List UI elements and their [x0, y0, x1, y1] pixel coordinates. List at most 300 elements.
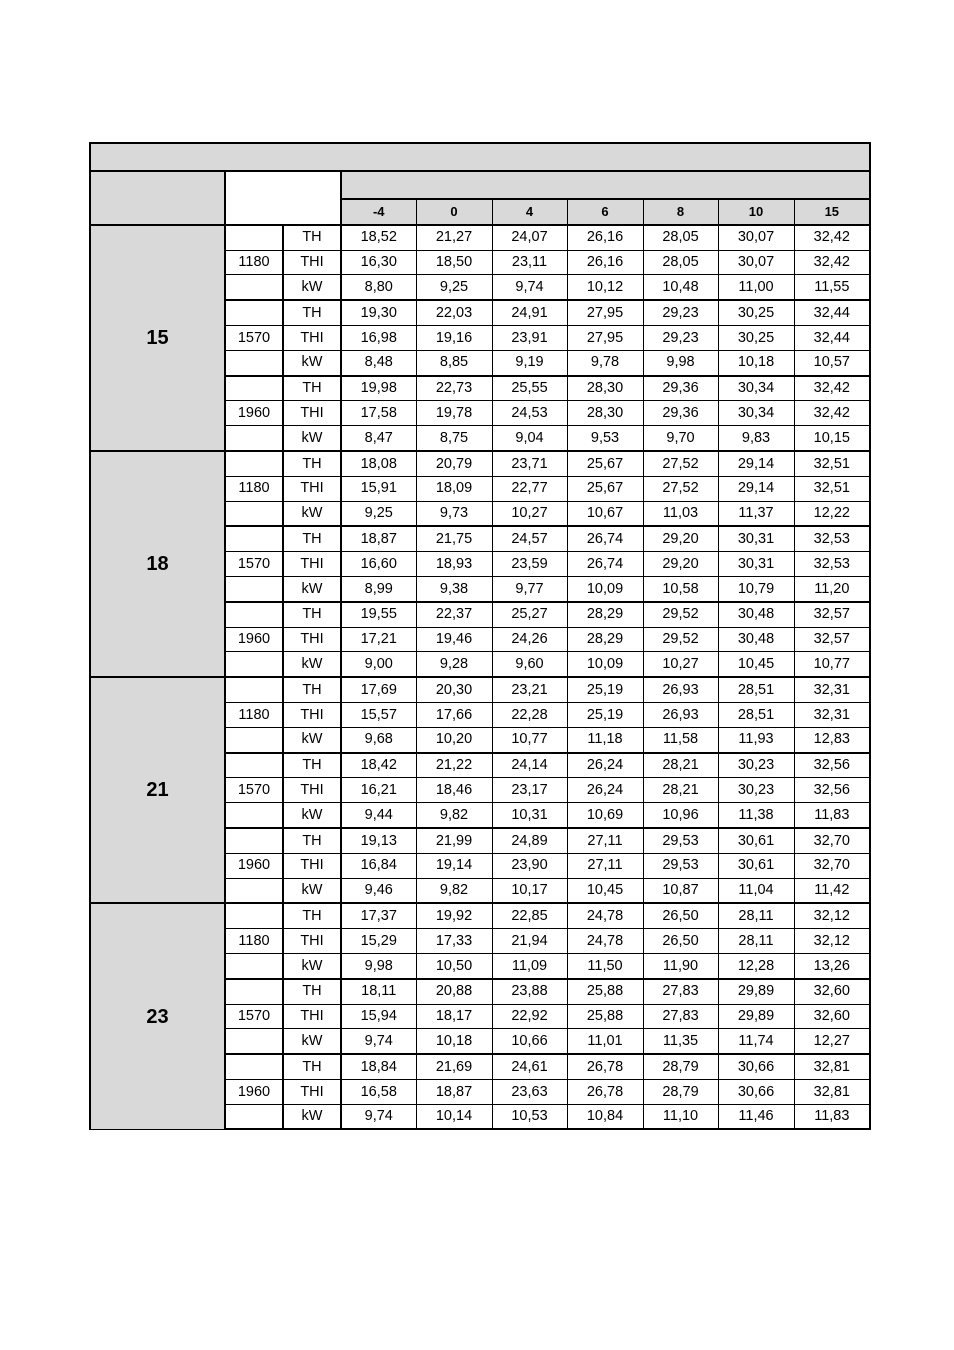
- value-cell: 10,09: [567, 652, 643, 677]
- value-cell: 8,47: [341, 426, 416, 451]
- value-cell: 32,53: [794, 526, 870, 551]
- value-cell: 11,46: [718, 1104, 794, 1129]
- table-body: [90, 143, 870, 1129]
- value-cell: 28,29: [567, 602, 643, 627]
- value-cell: 10,77: [794, 652, 870, 677]
- value-cell: 11,04: [718, 878, 794, 903]
- value-cell: 28,21: [643, 753, 718, 778]
- value-cell: 8,80: [341, 275, 416, 300]
- value-cell: 26,93: [643, 702, 718, 727]
- value-cell: 10,87: [643, 878, 718, 903]
- value-cell: 11,74: [718, 1029, 794, 1054]
- speed-label: [225, 979, 283, 1004]
- value-cell: 19,92: [416, 903, 492, 928]
- value-cell: 11,83: [794, 1104, 870, 1129]
- value-cell: 11,50: [567, 953, 643, 978]
- value-cell: 28,79: [643, 1054, 718, 1079]
- value-cell: 10,48: [643, 275, 718, 300]
- value-cell: 10,27: [643, 652, 718, 677]
- value-cell: 23,17: [492, 778, 567, 803]
- row-type-label: THI: [283, 627, 341, 652]
- row-type-label: kW: [283, 727, 341, 752]
- row-type-label: TH: [283, 225, 341, 250]
- value-cell: 24,91: [492, 300, 567, 325]
- value-cell: 29,89: [718, 979, 794, 1004]
- value-cell: 23,59: [492, 552, 567, 577]
- value-cell: 25,88: [567, 1004, 643, 1029]
- value-cell: 8,48: [341, 350, 416, 375]
- value-cell: 30,66: [718, 1079, 794, 1104]
- value-cell: 27,95: [567, 300, 643, 325]
- value-cell: 10,66: [492, 1029, 567, 1054]
- table-row: [90, 677, 870, 702]
- value-cell: 27,52: [643, 451, 718, 476]
- value-cell: 28,05: [643, 250, 718, 275]
- table-row: [90, 903, 870, 928]
- value-cell: 27,52: [643, 476, 718, 501]
- value-cell: 16,84: [341, 853, 416, 878]
- speed-label: 1960: [225, 853, 283, 878]
- value-cell: 9,78: [567, 350, 643, 375]
- value-cell: 26,93: [643, 677, 718, 702]
- value-cell: 26,78: [567, 1079, 643, 1104]
- value-cell: 13,26: [794, 953, 870, 978]
- row-type-label: TH: [283, 677, 341, 702]
- value-cell: 23,71: [492, 451, 567, 476]
- value-cell: 15,91: [341, 476, 416, 501]
- column-header: 6: [567, 199, 643, 225]
- value-cell: 18,52: [341, 225, 416, 250]
- row-type-label: TH: [283, 376, 341, 401]
- speed-label: [225, 803, 283, 828]
- value-cell: 29,20: [643, 552, 718, 577]
- speed-label: [225, 953, 283, 978]
- value-cell: 26,16: [567, 250, 643, 275]
- value-cell: 32,51: [794, 476, 870, 501]
- speed-label: [225, 376, 283, 401]
- value-cell: 18,93: [416, 552, 492, 577]
- value-cell: 32,42: [794, 401, 870, 426]
- value-cell: 10,18: [416, 1029, 492, 1054]
- speed-label: 1180: [225, 929, 283, 954]
- value-cell: 9,83: [718, 426, 794, 451]
- value-cell: 28,21: [643, 778, 718, 803]
- group-label: 23: [90, 903, 225, 1129]
- column-header: -4: [341, 199, 416, 225]
- value-cell: 18,87: [416, 1079, 492, 1104]
- value-cell: 18,50: [416, 250, 492, 275]
- column-header: 8: [643, 199, 718, 225]
- value-cell: 9,77: [492, 576, 567, 601]
- value-cell: 11,93: [718, 727, 794, 752]
- row-type-label: TH: [283, 753, 341, 778]
- value-cell: 10,45: [567, 878, 643, 903]
- value-cell: 9,82: [416, 878, 492, 903]
- value-cell: 32,60: [794, 979, 870, 1004]
- value-cell: 25,27: [492, 602, 567, 627]
- speed-label: 1180: [225, 702, 283, 727]
- value-cell: 26,16: [567, 225, 643, 250]
- row-type-label: kW: [283, 275, 341, 300]
- value-cell: 10,69: [567, 803, 643, 828]
- value-cell: 9,53: [567, 426, 643, 451]
- value-cell: 11,35: [643, 1029, 718, 1054]
- speed-label: 1180: [225, 476, 283, 501]
- performance-table: [89, 142, 871, 1130]
- value-cell: 11,38: [718, 803, 794, 828]
- value-cell: 11,42: [794, 878, 870, 903]
- value-cell: 32,81: [794, 1079, 870, 1104]
- value-cell: 10,18: [718, 350, 794, 375]
- value-cell: 22,03: [416, 300, 492, 325]
- value-cell: 29,53: [643, 853, 718, 878]
- speed-label: 1960: [225, 1079, 283, 1104]
- value-cell: 9,00: [341, 652, 416, 677]
- value-cell: 21,69: [416, 1054, 492, 1079]
- value-cell: 32,60: [794, 1004, 870, 1029]
- value-cell: 18,08: [341, 451, 416, 476]
- speed-label: [225, 576, 283, 601]
- value-cell: 10,50: [416, 953, 492, 978]
- value-cell: 9,38: [416, 576, 492, 601]
- value-cell: 10,67: [567, 501, 643, 526]
- table-row: [90, 225, 870, 250]
- value-cell: 30,07: [718, 225, 794, 250]
- speed-label: [225, 275, 283, 300]
- value-cell: 24,89: [492, 828, 567, 853]
- value-cell: 10,14: [416, 1104, 492, 1129]
- value-cell: 24,07: [492, 225, 567, 250]
- row-type-label: TH: [283, 979, 341, 1004]
- value-cell: 21,94: [492, 929, 567, 954]
- value-cell: 10,45: [718, 652, 794, 677]
- value-cell: 30,25: [718, 325, 794, 350]
- value-cell: 9,70: [643, 426, 718, 451]
- header-row-top: [90, 171, 870, 199]
- row-type-label: THI: [283, 476, 341, 501]
- row-type-label: TH: [283, 903, 341, 928]
- value-cell: 32,44: [794, 325, 870, 350]
- value-cell: 27,11: [567, 853, 643, 878]
- speed-label: [225, 225, 283, 250]
- value-cell: 20,30: [416, 677, 492, 702]
- value-cell: 10,96: [643, 803, 718, 828]
- value-cell: 16,30: [341, 250, 416, 275]
- value-cell: 18,17: [416, 1004, 492, 1029]
- value-cell: 9,28: [416, 652, 492, 677]
- value-cell: 32,81: [794, 1054, 870, 1079]
- value-cell: 20,88: [416, 979, 492, 1004]
- value-cell: 11,20: [794, 576, 870, 601]
- value-cell: 32,57: [794, 602, 870, 627]
- group-label: 15: [90, 225, 225, 451]
- speed-label: [225, 602, 283, 627]
- value-cell: 18,11: [341, 979, 416, 1004]
- value-cell: 25,67: [567, 451, 643, 476]
- value-cell: 30,23: [718, 753, 794, 778]
- row-type-label: kW: [283, 803, 341, 828]
- speed-label: [225, 1054, 283, 1079]
- row-type-label: THI: [283, 552, 341, 577]
- value-cell: 30,23: [718, 778, 794, 803]
- row-type-label: kW: [283, 576, 341, 601]
- value-cell: 29,20: [643, 526, 718, 551]
- value-cell: 22,77: [492, 476, 567, 501]
- value-cell: 29,14: [718, 451, 794, 476]
- value-cell: 9,25: [341, 501, 416, 526]
- value-cell: 29,52: [643, 627, 718, 652]
- row-type-label: THI: [283, 853, 341, 878]
- value-cell: 9,73: [416, 501, 492, 526]
- value-cell: 8,85: [416, 350, 492, 375]
- value-cell: 24,26: [492, 627, 567, 652]
- row-type-label: TH: [283, 1054, 341, 1079]
- row-type-label: TH: [283, 526, 341, 551]
- row-type-label: kW: [283, 878, 341, 903]
- value-cell: 27,83: [643, 1004, 718, 1029]
- row-type-label: THI: [283, 1004, 341, 1029]
- value-cell: 17,37: [341, 903, 416, 928]
- value-cell: 25,19: [567, 702, 643, 727]
- value-cell: 32,57: [794, 627, 870, 652]
- row-type-label: kW: [283, 953, 341, 978]
- value-cell: 12,28: [718, 953, 794, 978]
- value-cell: 11,09: [492, 953, 567, 978]
- group-label: 18: [90, 451, 225, 677]
- value-cell: 17,21: [341, 627, 416, 652]
- value-cell: 16,98: [341, 325, 416, 350]
- value-cell: 21,75: [416, 526, 492, 551]
- value-cell: 26,74: [567, 552, 643, 577]
- value-cell: 10,17: [492, 878, 567, 903]
- value-cell: 28,30: [567, 376, 643, 401]
- value-cell: 11,37: [718, 501, 794, 526]
- value-cell: 26,24: [567, 778, 643, 803]
- value-cell: 19,78: [416, 401, 492, 426]
- value-cell: 32,53: [794, 552, 870, 577]
- speed-label: [225, 350, 283, 375]
- value-cell: 8,75: [416, 426, 492, 451]
- value-cell: 28,51: [718, 677, 794, 702]
- value-cell: 11,55: [794, 275, 870, 300]
- value-cell: 28,79: [643, 1079, 718, 1104]
- value-cell: 9,04: [492, 426, 567, 451]
- value-cell: 30,61: [718, 828, 794, 853]
- value-cell: 27,11: [567, 828, 643, 853]
- value-cell: 32,70: [794, 828, 870, 853]
- value-cell: 29,23: [643, 325, 718, 350]
- value-cell: 9,74: [341, 1104, 416, 1129]
- value-cell: 9,82: [416, 803, 492, 828]
- value-cell: 12,83: [794, 727, 870, 752]
- value-cell: 11,18: [567, 727, 643, 752]
- value-cell: 29,14: [718, 476, 794, 501]
- value-cell: 30,34: [718, 376, 794, 401]
- row-type-label: kW: [283, 1104, 341, 1129]
- value-cell: 10,77: [492, 727, 567, 752]
- row-type-label: kW: [283, 501, 341, 526]
- speed-label: [225, 451, 283, 476]
- value-cell: 23,63: [492, 1079, 567, 1104]
- value-cell: 28,29: [567, 627, 643, 652]
- value-cell: 27,95: [567, 325, 643, 350]
- value-cell: 23,11: [492, 250, 567, 275]
- value-cell: 29,23: [643, 300, 718, 325]
- value-cell: 19,98: [341, 376, 416, 401]
- value-cell: 15,29: [341, 929, 416, 954]
- value-cell: 32,42: [794, 376, 870, 401]
- value-cell: 24,78: [567, 903, 643, 928]
- value-cell: 28,51: [718, 702, 794, 727]
- value-cell: 28,11: [718, 903, 794, 928]
- value-cell: 8,99: [341, 576, 416, 601]
- value-cell: 17,33: [416, 929, 492, 954]
- row-type-label: TH: [283, 300, 341, 325]
- value-cell: 26,50: [643, 903, 718, 928]
- value-cell: 18,46: [416, 778, 492, 803]
- speed-label: 1570: [225, 325, 283, 350]
- value-cell: 22,85: [492, 903, 567, 928]
- value-cell: 18,42: [341, 753, 416, 778]
- value-cell: 11,00: [718, 275, 794, 300]
- value-cell: 28,30: [567, 401, 643, 426]
- table-row: [90, 451, 870, 476]
- speed-label: [225, 526, 283, 551]
- header-speed-cell: [225, 171, 341, 225]
- value-cell: 28,05: [643, 225, 718, 250]
- value-cell: 9,68: [341, 727, 416, 752]
- value-cell: 18,87: [341, 526, 416, 551]
- speed-label: [225, 878, 283, 903]
- value-cell: 29,36: [643, 376, 718, 401]
- value-cell: 32,56: [794, 753, 870, 778]
- value-cell: 30,31: [718, 526, 794, 551]
- value-cell: 18,09: [416, 476, 492, 501]
- value-cell: 12,22: [794, 501, 870, 526]
- value-cell: 9,98: [341, 953, 416, 978]
- value-cell: 26,74: [567, 526, 643, 551]
- value-cell: 23,88: [492, 979, 567, 1004]
- value-cell: 21,99: [416, 828, 492, 853]
- value-cell: 29,53: [643, 828, 718, 853]
- value-cell: 26,50: [643, 929, 718, 954]
- row-type-label: kW: [283, 652, 341, 677]
- value-cell: 22,92: [492, 1004, 567, 1029]
- value-cell: 17,66: [416, 702, 492, 727]
- value-cell: 32,56: [794, 778, 870, 803]
- speed-label: 1570: [225, 778, 283, 803]
- value-cell: 10,79: [718, 576, 794, 601]
- value-cell: 30,61: [718, 853, 794, 878]
- row-type-label: kW: [283, 426, 341, 451]
- value-cell: 32,12: [794, 903, 870, 928]
- value-cell: 21,27: [416, 225, 492, 250]
- value-cell: 32,31: [794, 702, 870, 727]
- row-type-label: THI: [283, 778, 341, 803]
- value-cell: 22,73: [416, 376, 492, 401]
- row-type-label: THI: [283, 929, 341, 954]
- value-cell: 24,53: [492, 401, 567, 426]
- value-cell: 24,78: [567, 929, 643, 954]
- value-cell: 9,25: [416, 275, 492, 300]
- value-cell: 27,83: [643, 979, 718, 1004]
- value-cell: 26,78: [567, 1054, 643, 1079]
- speed-label: [225, 426, 283, 451]
- value-cell: 32,44: [794, 300, 870, 325]
- value-cell: 10,53: [492, 1104, 567, 1129]
- value-cell: 9,44: [341, 803, 416, 828]
- value-cell: 19,55: [341, 602, 416, 627]
- speed-label: [225, 300, 283, 325]
- value-cell: 30,48: [718, 627, 794, 652]
- value-cell: 29,89: [718, 1004, 794, 1029]
- value-cell: 12,27: [794, 1029, 870, 1054]
- value-cell: 32,51: [794, 451, 870, 476]
- value-cell: 19,14: [416, 853, 492, 878]
- value-cell: 30,66: [718, 1054, 794, 1079]
- row-type-label: THI: [283, 1079, 341, 1104]
- value-cell: 10,09: [567, 576, 643, 601]
- value-cell: 30,25: [718, 300, 794, 325]
- value-cell: 9,74: [492, 275, 567, 300]
- value-cell: 32,31: [794, 677, 870, 702]
- speed-label: [225, 828, 283, 853]
- value-cell: 18,84: [341, 1054, 416, 1079]
- speed-label: [225, 903, 283, 928]
- value-cell: 10,12: [567, 275, 643, 300]
- value-cell: 11,03: [643, 501, 718, 526]
- header-temperature-cell: [341, 171, 870, 199]
- value-cell: 17,58: [341, 401, 416, 426]
- value-cell: 19,46: [416, 627, 492, 652]
- value-cell: 15,57: [341, 702, 416, 727]
- value-cell: 10,27: [492, 501, 567, 526]
- value-cell: 11,90: [643, 953, 718, 978]
- value-cell: 30,31: [718, 552, 794, 577]
- value-cell: 11,58: [643, 727, 718, 752]
- value-cell: 10,84: [567, 1104, 643, 1129]
- header-group-cell: [90, 171, 225, 225]
- value-cell: 15,94: [341, 1004, 416, 1029]
- value-cell: 25,55: [492, 376, 567, 401]
- speed-label: 1570: [225, 552, 283, 577]
- speed-label: [225, 1029, 283, 1054]
- value-cell: 10,20: [416, 727, 492, 752]
- speed-label: [225, 652, 283, 677]
- value-cell: 22,37: [416, 602, 492, 627]
- value-cell: 32,42: [794, 250, 870, 275]
- value-cell: 10,31: [492, 803, 567, 828]
- value-cell: 32,42: [794, 225, 870, 250]
- column-header: 4: [492, 199, 567, 225]
- row-type-label: THI: [283, 401, 341, 426]
- value-cell: 24,57: [492, 526, 567, 551]
- value-cell: 30,48: [718, 602, 794, 627]
- value-cell: 11,83: [794, 803, 870, 828]
- speed-label: 1570: [225, 1004, 283, 1029]
- column-header: 10: [718, 199, 794, 225]
- value-cell: 16,21: [341, 778, 416, 803]
- value-cell: 10,58: [643, 576, 718, 601]
- row-type-label: TH: [283, 828, 341, 853]
- row-type-label: THI: [283, 325, 341, 350]
- value-cell: 9,74: [341, 1029, 416, 1054]
- value-cell: 9,46: [341, 878, 416, 903]
- value-cell: 11,01: [567, 1029, 643, 1054]
- value-cell: 9,60: [492, 652, 567, 677]
- row-type-label: TH: [283, 602, 341, 627]
- value-cell: 23,21: [492, 677, 567, 702]
